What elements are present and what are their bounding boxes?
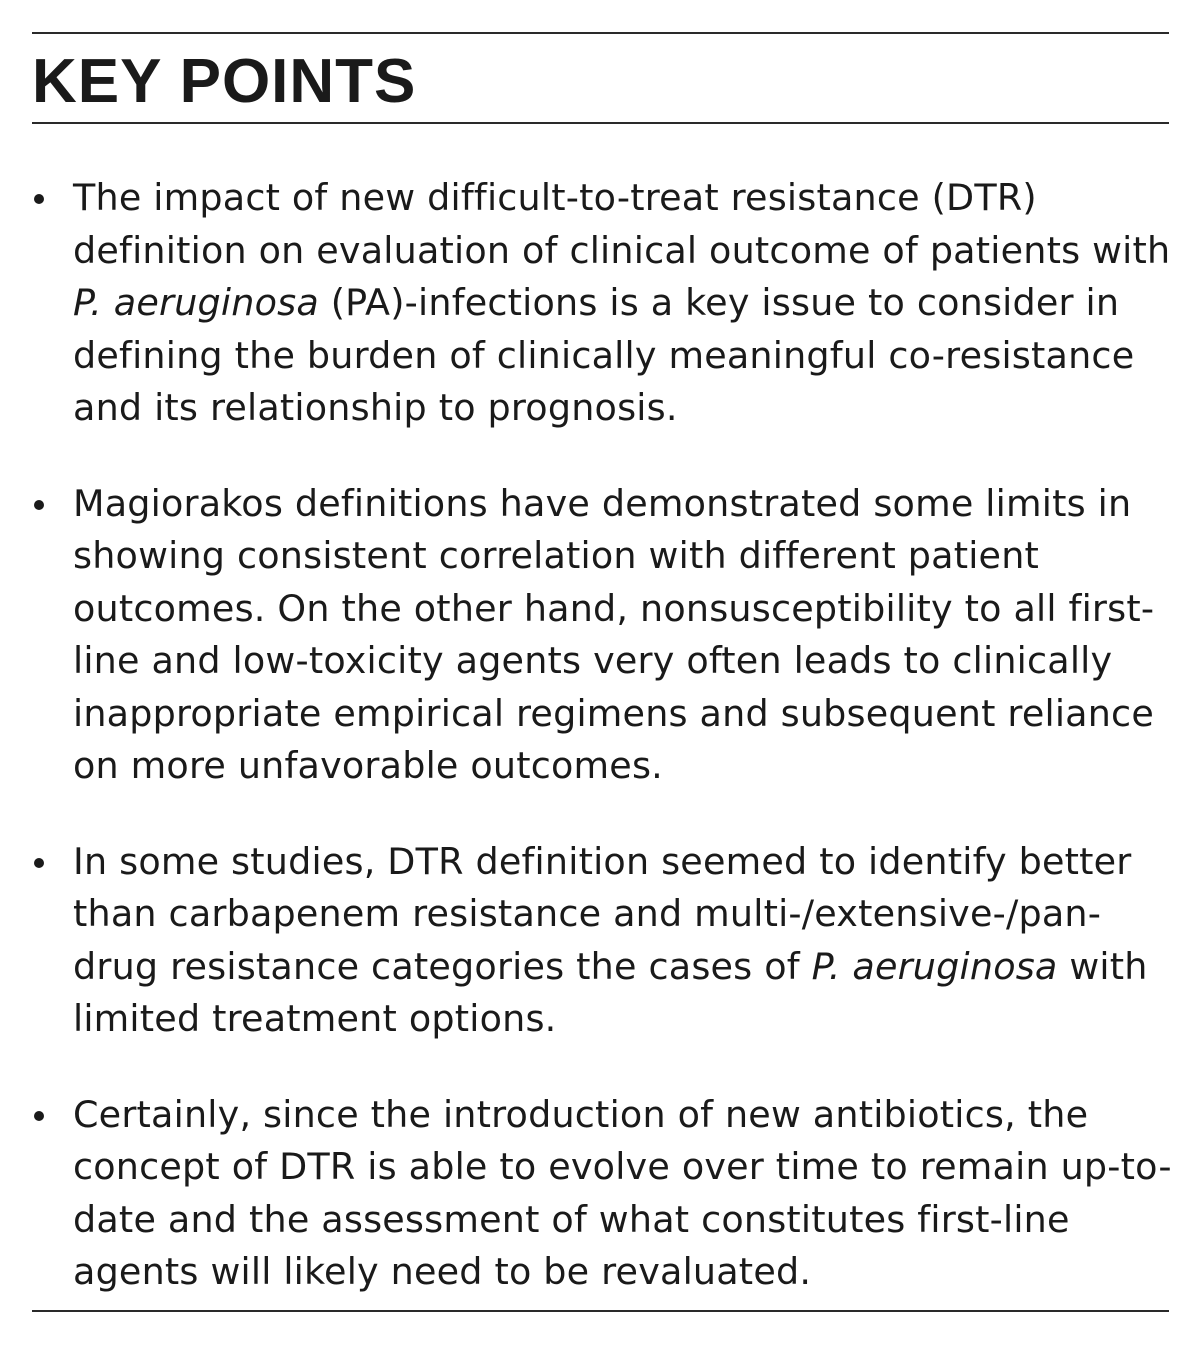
key-points-list [32,172,1172,1342]
species-name-italic: P. aeruginosa [73,281,319,324]
key-point-1-text-b: (PA)-infections is a key issue to consider in defining the burden of clinically meaningful co-resistance and its relationship to prognosis. [73,281,1135,429]
key-point-3-text-a: In some studies, DTR definition seemed to identify better than carbapenem resistance and multi-/extensive-/pan-drug resistance categories the cases of [73,839,1132,988]
key-point-3-text-b: with limited treatment options. [73,944,1148,1040]
bullet-icon [34,858,44,868]
key-point-2 [32,478,1172,793]
key-point-3 [32,836,1172,1046]
species-name-italic: P. aeruginosa [811,944,1058,988]
key-point-1 [32,172,1172,435]
key-point-4-text: Certainly, since the introduction of new antibiotics, the concept of DTR is able to evolve over time to remain up-to-date and the assessment of what constitutes first-line agents will likely need to be revaluated. [73,1092,1172,1293]
heading-rule [32,122,1169,124]
bottom-rule [32,1310,1169,1312]
top-rule [32,32,1169,34]
key-point-1-text-a: The impact of new difficult-to-treat resistance (DTR) definition on evaluation of clinical outcome of patients with [73,176,1171,272]
key-point-2-text: Magiorakos definitions have demonstrated some limits in showing consistent correlation with different patient outcomes. On the other hand, nonsusceptibility to all first-line and low-toxicity agents very often leads to clinically inappropriate empirical regimens and subsequent reliance on more unfavorable outcomes. [73,481,1155,787]
bullet-icon [34,194,44,204]
bullet-icon [34,1111,44,1121]
key-point-4 [32,1089,1172,1299]
bullet-icon [34,500,44,510]
key-points-heading: KEY POINTS [32,47,417,116]
